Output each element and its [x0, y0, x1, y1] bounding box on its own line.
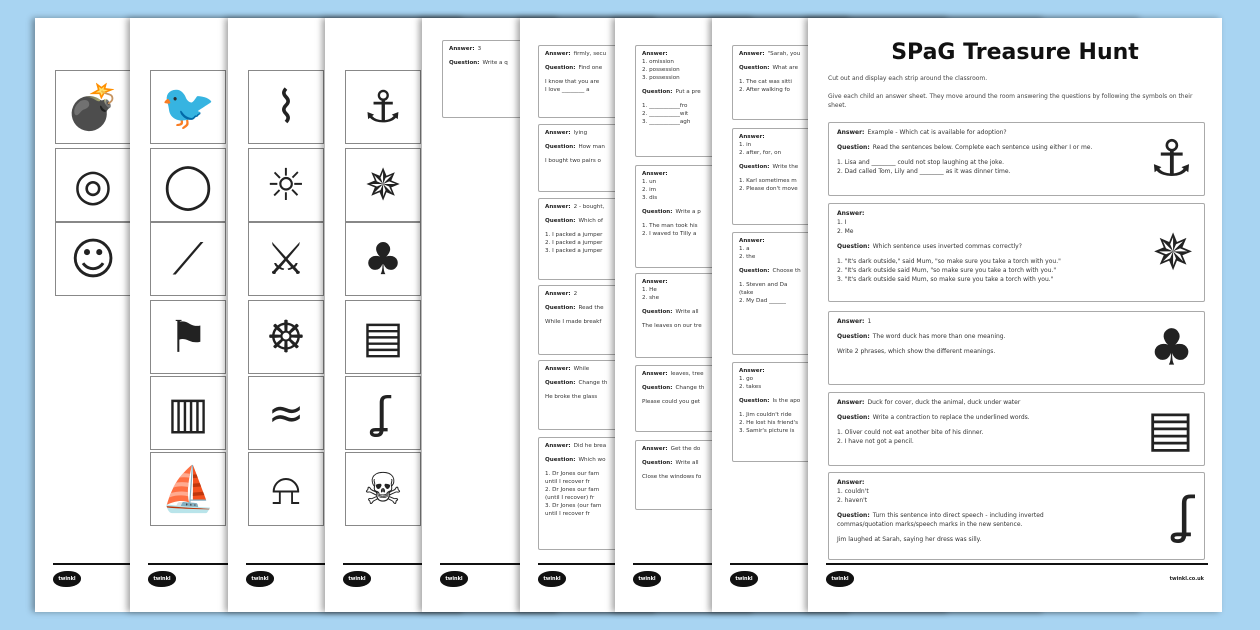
card-text: Please could you get: [642, 399, 701, 405]
card-text: Write a q: [482, 60, 508, 66]
card-text: While I made breakf: [545, 319, 602, 325]
card-paragraph: [837, 317, 1196, 326]
card-text: 2. "It's dark outside said Mum, "so make sure you take a torch with you.": [837, 267, 1057, 274]
card-text: 2. haven't: [837, 497, 868, 504]
hook-icon: ʆ: [1177, 486, 1194, 545]
island-icon: ♣: [345, 222, 421, 296]
card-text: 1. un: [642, 179, 657, 185]
card-label: Answer:: [739, 238, 765, 244]
card-text: 2. He lost his friend's: [739, 420, 799, 426]
card-text: 2. the: [739, 254, 756, 260]
card-text: 2. im: [642, 187, 657, 193]
card-text: 1. Karl sometimes m: [739, 178, 797, 184]
card-label: Question:: [837, 414, 870, 421]
card-text: 1. Steven and Da: [739, 282, 788, 288]
card-line: [837, 266, 1196, 275]
card-line: [837, 437, 1196, 446]
card-text: 1. I: [837, 219, 847, 226]
card-text: Is the apo: [772, 398, 801, 404]
twinkl-logo: twinkl: [633, 571, 661, 587]
card-paragraph: [837, 242, 1196, 251]
card-line: [837, 413, 1196, 422]
twinkl-logo: twinkl: [538, 571, 566, 587]
card-paragraph: [837, 332, 1196, 341]
card-label: Question:: [739, 65, 770, 71]
card-text: 2. My Dad ______: [739, 298, 786, 304]
twinkl-logo: twinkl: [148, 571, 176, 587]
card-line: [837, 332, 1196, 341]
card-text: Change th: [675, 385, 705, 391]
card-text: 3. "It's dark outside said Mum, so make sure you take a torch with you.": [837, 276, 1054, 283]
card-label: Question:: [642, 309, 673, 315]
card-text: Find one: [578, 65, 603, 71]
card-text: Write a p: [675, 209, 701, 215]
card-text: 2. Me: [837, 228, 854, 235]
card-label: Question:: [642, 460, 673, 466]
card-label: Question:: [545, 218, 576, 224]
question-card: [828, 203, 1205, 302]
card-text: 1. go: [739, 376, 754, 382]
card-text: firmly, secu: [573, 51, 607, 57]
card-label: Question:: [739, 164, 770, 170]
card-line: [837, 496, 1196, 505]
card-text: 2. possession: [642, 67, 680, 73]
compass-icon: ✵: [345, 148, 421, 222]
card-label: Answer:: [449, 46, 475, 52]
card-text: Close the windows fo: [642, 474, 702, 480]
ship-in-bottle-icon: ⍾: [248, 452, 324, 526]
card-label: Answer:: [642, 446, 668, 452]
front-worksheet-page[interactable]: [808, 18, 1222, 612]
card-text: 2. takes: [739, 384, 762, 390]
card-text: 1. Jim couldn't ride: [739, 412, 792, 418]
card-text: While: [573, 366, 590, 372]
card-paragraph: [837, 478, 1196, 505]
card-paragraph: [837, 398, 1196, 407]
card-text: Read the sentences below. Complete each sentence using either I or me.: [872, 144, 1093, 151]
card-paragraph: [837, 257, 1196, 284]
card-text: I love ________ a: [545, 87, 590, 93]
card-text: lying: [573, 130, 588, 136]
card-text: I know that you are: [545, 79, 600, 85]
card-label: Answer:: [545, 366, 571, 372]
card-paragraph: [837, 347, 1196, 356]
card-text: 3. possession: [642, 75, 680, 81]
card-label: Question:: [837, 333, 870, 340]
compass-icon: ✵: [1152, 223, 1194, 281]
card-text: 2: [573, 291, 578, 297]
card-text: 3. ___________agh: [642, 119, 691, 125]
card-line: [837, 128, 1196, 137]
card-text: The word duck has more than one meaning.: [872, 333, 1006, 340]
card-text: Choose th: [772, 268, 801, 274]
instruction-text: Give each child an answer sheet. They move around the room answering the questions by following the symbols on their sheet.: [828, 93, 1193, 109]
card-text: 3. Samir's picture is: [739, 428, 795, 434]
card-text: He broke the glass: [545, 394, 598, 400]
ship-wheel-icon: ☸: [248, 300, 324, 374]
card-label: Answer:: [642, 279, 668, 285]
card-label: Answer:: [837, 210, 865, 217]
pirate-flag-icon: ⚑: [150, 300, 226, 374]
card-text: 1: [867, 318, 872, 325]
card-text: Read the: [578, 305, 604, 311]
card-text: Did he brea: [573, 443, 607, 449]
card-text: 3. Dr Jones (our fam: [545, 503, 602, 509]
barrel-icon: ▥: [150, 376, 226, 450]
page-title: SPaG Treasure Hunt: [891, 40, 1139, 65]
card-text: 1. a: [739, 246, 750, 252]
card-text: until I recover fr: [545, 511, 590, 517]
card-text: 2. Please don't move: [739, 186, 798, 192]
card-text: Which wo: [578, 457, 606, 463]
card-text: Write a contraction to replace the underlined words.: [872, 414, 1030, 421]
card-text: commas/quotation marks/speech marks in the new sentence.: [837, 521, 1023, 528]
card-text: 1. "It's dark outside," said Mum, "so make sure you take a torch with you.": [837, 258, 1061, 265]
card-text: 3. dis: [642, 195, 658, 201]
card-line: [837, 317, 1196, 326]
card-paragraph: [837, 143, 1196, 152]
treasure-chest-icon: ▤: [1146, 399, 1194, 458]
card-text: 1. Lisa and ________ could not stop laughing at the joke.: [837, 159, 1005, 166]
card-text: Example - Which cat is available for adoption?: [867, 129, 1007, 136]
card-text: Turn this sentence into direct speech - including inverted: [872, 512, 1044, 519]
anchor-icon: ⚓: [1149, 129, 1194, 188]
twinkl-logo: twinkl: [826, 571, 854, 587]
question-card: [828, 472, 1205, 560]
card-line: [837, 227, 1196, 236]
card-text: Which sentence uses inverted commas correctly?: [872, 243, 1022, 250]
card-label: Answer:: [545, 130, 571, 136]
card-text: until I recover fr: [545, 479, 590, 485]
card-line: [837, 487, 1196, 496]
telescope-icon: ⟋: [150, 222, 226, 296]
card-label: Question:: [545, 144, 576, 150]
card-label: Question:: [837, 512, 870, 519]
life-ring-icon: ◯: [150, 148, 226, 222]
card-label: Answer:: [837, 479, 865, 486]
card-text: "Sarah, you: [767, 51, 801, 57]
card-text: Write the: [772, 164, 799, 170]
card-label: Answer:: [642, 371, 668, 377]
card-label: Question:: [545, 380, 576, 386]
card-text: 1. Oliver could not eat another bite of his dinner.: [837, 429, 984, 436]
card-text: Write all: [675, 309, 699, 315]
card-line: [837, 520, 1196, 529]
card-text: 1. couldn't: [837, 488, 869, 495]
card-label: Answer:: [545, 204, 571, 210]
card-label: Answer:: [545, 443, 571, 449]
card-line: [837, 347, 1196, 356]
card-label: Answer:: [642, 171, 668, 177]
card-label: Answer:: [837, 318, 865, 325]
card-text: 2. ___________wit: [642, 111, 689, 117]
card-text: Put a pre: [675, 89, 701, 95]
hook-icon: ʆ: [345, 376, 421, 450]
card-label: Answer:: [545, 291, 571, 297]
pirate-icon: ☺: [55, 222, 131, 296]
card-text: 2. Dad called Tom, Lily and ________ as it was dinner time.: [837, 168, 1011, 175]
card-label: Answer:: [642, 51, 668, 57]
card-text: 1. The cat was sitti: [739, 79, 792, 85]
card-line: [837, 209, 1196, 218]
cannon-icon: 💣: [55, 70, 131, 144]
card-text: 2. I have not got a pencil.: [837, 438, 914, 445]
ship-icon: ⛵: [150, 452, 226, 526]
card-label: Question:: [837, 243, 870, 250]
card-text: 2. I waved to Tilly a: [642, 231, 697, 237]
card-label: Answer:: [739, 51, 765, 57]
card-text: I bought two pairs o: [545, 158, 601, 164]
card-line: [837, 158, 1196, 167]
card-text: 3: [477, 46, 482, 52]
card-line: [837, 143, 1196, 152]
card-label: Answer:: [545, 51, 571, 57]
card-label: Question:: [449, 60, 480, 66]
card-paragraph: [837, 158, 1196, 176]
card-text: Which of: [578, 218, 603, 224]
card-paragraph: [837, 428, 1196, 446]
card-label: Question:: [739, 398, 770, 404]
card-line: [837, 398, 1196, 407]
card-label: Question:: [545, 305, 576, 311]
card-line: [837, 478, 1196, 487]
card-text: 3. I packed a jumper: [545, 248, 603, 254]
twinkl-logo: twinkl: [53, 571, 81, 587]
waves-icon: ≈: [248, 376, 324, 450]
twinkl-logo: twinkl: [343, 571, 371, 587]
card-line: [837, 167, 1196, 176]
sun-icon: ☼: [248, 148, 324, 222]
question-card: [828, 122, 1205, 196]
card-line: [837, 242, 1196, 251]
card-text: 2. after, for, on: [739, 150, 782, 156]
card-paragraph: [837, 413, 1196, 422]
card-label: Answer:: [739, 368, 765, 374]
card-paragraph: [837, 535, 1196, 544]
island-icon: ♣: [1149, 318, 1194, 377]
twinkl-logo: twinkl: [440, 571, 468, 587]
card-label: Question:: [837, 144, 870, 151]
card-text: 2. Dr Jones our fam: [545, 487, 600, 493]
card-text: 2. I packed a jumper: [545, 240, 603, 246]
card-line: [837, 535, 1196, 544]
card-text: 1. in: [739, 142, 752, 148]
card-label: Question:: [642, 209, 673, 215]
anchor-icon: ⚓: [345, 70, 421, 144]
instruction-text: Cut out and display each strip around the classroom.: [828, 75, 988, 82]
twinkl-logo: twinkl: [246, 571, 274, 587]
card-text: 1. He: [642, 287, 657, 293]
card-text: Jim laughed at Sarah, saying her dress was silly.: [837, 536, 982, 543]
skull-crossbones-icon: ☠: [345, 452, 421, 526]
card-label: Question:: [545, 457, 576, 463]
site-url: twinkl.co.uk: [1169, 576, 1204, 582]
card-text: 1. I packed a jumper: [545, 232, 603, 238]
card-text: Write all: [675, 460, 699, 466]
treasure-chest-icon: ▤: [345, 300, 421, 374]
coins-icon: ◎: [55, 148, 131, 222]
card-text: What are: [772, 65, 799, 71]
twinkl-logo: twinkl: [730, 571, 758, 587]
card-text: leaves, tree: [670, 371, 704, 377]
card-text: 2. she: [642, 295, 660, 301]
card-text: Duck for cover, duck the animal, duck under water: [867, 399, 1021, 406]
card-line: [837, 218, 1196, 227]
card-label: Answer:: [837, 399, 865, 406]
card-label: Question:: [739, 268, 770, 274]
card-line: [837, 428, 1196, 437]
card-label: Question:: [642, 385, 673, 391]
card-label: Answer:: [739, 134, 765, 140]
card-label: Answer:: [837, 129, 865, 136]
question-card: [828, 392, 1205, 466]
card-text: 1. Dr Jones our fam: [545, 471, 600, 477]
card-text: 2. After walking fo: [739, 87, 790, 93]
parrot-icon: 🐦: [150, 70, 226, 144]
card-text: Get the do: [670, 446, 701, 452]
card-text: 1. The man took his: [642, 223, 698, 229]
card-text: (until I recover) fr: [545, 495, 595, 501]
card-label: Question:: [545, 65, 576, 71]
card-text: (take: [739, 290, 754, 296]
card-line: [837, 275, 1196, 284]
card-text: The leaves on our tre: [642, 323, 702, 329]
card-text: 1. omission: [642, 59, 674, 65]
footer-divider: [826, 563, 1208, 565]
card-text: How man: [578, 144, 605, 150]
card-paragraph: [837, 128, 1196, 137]
card-text: Write 2 phrases, which show the different meanings.: [837, 348, 996, 355]
card-line: [837, 257, 1196, 266]
card-text: 1. ___________fro: [642, 103, 688, 109]
card-paragraph: [837, 209, 1196, 236]
peg-leg-icon: ⌇: [248, 70, 324, 144]
card-label: Question:: [642, 89, 673, 95]
card-text: Change th: [578, 380, 608, 386]
card-text: 2 - bought,: [573, 204, 605, 210]
sword-icon: ⚔: [248, 222, 324, 296]
question-card: [828, 311, 1205, 385]
